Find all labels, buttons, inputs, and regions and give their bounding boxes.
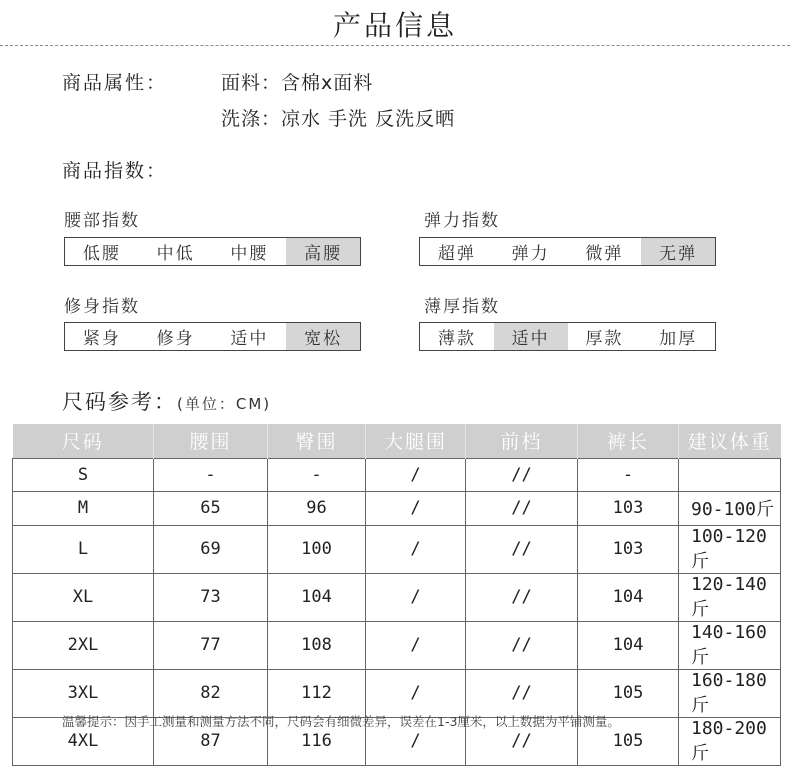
elastic-option: 微弹: [585, 244, 624, 264]
size-section-heading: [62, 386, 271, 416]
table-row: [13, 458, 781, 492]
hip-cell: 108: [268, 621, 366, 669]
front-rise-cell: //: [466, 621, 578, 669]
header-waist: 腰围: [154, 424, 268, 458]
hip-cell: 116: [268, 717, 366, 765]
size-cell: 3XL: [13, 669, 154, 717]
weight-cell: 100-120斤: [679, 525, 781, 573]
thigh-cell: /: [366, 621, 466, 669]
length-cell: 105: [578, 669, 679, 717]
thigh-cell: /: [366, 492, 466, 526]
waist-cell: 65: [154, 492, 268, 526]
waist-option: 中低: [156, 244, 195, 264]
hip-cell: 100: [268, 525, 366, 573]
size-unit: (单位：CM): [177, 395, 272, 413]
table-row: [13, 573, 781, 621]
thickness-option: 薄款: [437, 329, 476, 349]
elastic-option-selected: 无弹: [641, 238, 715, 265]
table-row: [13, 669, 781, 717]
hip-cell: -: [268, 458, 366, 492]
weight-cell: 90-100斤: [679, 492, 781, 526]
fit-option: 修身: [156, 329, 195, 349]
header-length: 裤长: [578, 424, 679, 458]
front-rise-cell: //: [466, 458, 578, 492]
front-rise-cell: //: [466, 525, 578, 573]
size-cell: 4XL: [13, 717, 154, 765]
thigh-cell: /: [366, 458, 466, 492]
table-row: [13, 492, 781, 526]
elastic-option: 弹力: [511, 244, 550, 264]
weight-cell: 140-160斤: [679, 621, 781, 669]
fit-option: 适中: [230, 329, 269, 349]
front-rise-cell: //: [466, 492, 578, 526]
waist-cell: 77: [154, 621, 268, 669]
length-cell: 103: [578, 492, 679, 526]
front-rise-cell: //: [466, 573, 578, 621]
thigh-cell: /: [366, 573, 466, 621]
header-hip: 臀围: [268, 424, 366, 458]
fit-index-scale: [64, 322, 361, 351]
waist-index-scale: [64, 237, 361, 266]
header-thigh: 大腿围: [366, 424, 466, 458]
front-rise-cell: //: [466, 669, 578, 717]
footer-note: 温馨提示：因手工测量和测量方法不同，尺码会有细微差异，误差在1-3厘米，以上数据为平铺测量。: [62, 714, 620, 729]
fit-index-title: 修身指数: [64, 297, 140, 317]
waist-option-selected: 高腰: [286, 238, 360, 265]
size-cell: 2XL: [13, 621, 154, 669]
header-front-rise: 前档: [466, 424, 578, 458]
table-row: [13, 525, 781, 573]
thickness-option: 加厚: [659, 329, 698, 349]
waist-cell: 82: [154, 669, 268, 717]
thickness-index-title: 薄厚指数: [424, 297, 500, 317]
waist-cell: -: [154, 458, 268, 492]
length-cell: 104: [578, 621, 679, 669]
weight-cell: 180-200斤: [679, 717, 781, 765]
weight-cell: 120-140斤: [679, 573, 781, 621]
fit-option: 紧身: [82, 329, 121, 349]
weight-cell: [679, 458, 781, 492]
waist-option: 低腰: [82, 244, 121, 264]
thickness-option: 厚款: [585, 329, 624, 349]
length-cell: 103: [578, 525, 679, 573]
page-title: 产品信息: [332, 9, 457, 42]
fabric-attribute: 面料：含棉x面料: [221, 72, 374, 94]
waist-cell: 87: [154, 717, 268, 765]
size-cell: S: [13, 458, 154, 492]
washing-attribute: 洗涤：凉水 手洗 反洗反晒: [221, 108, 456, 130]
size-table-header-row: [13, 424, 781, 458]
weight-cell: 160-180斤: [679, 669, 781, 717]
length-cell: 104: [578, 573, 679, 621]
length-cell: 105: [578, 717, 679, 765]
table-row: [13, 621, 781, 669]
hip-cell: 96: [268, 492, 366, 526]
header-size: 尺码: [13, 424, 154, 458]
waist-cell: 69: [154, 525, 268, 573]
waist-cell: 73: [154, 573, 268, 621]
hip-cell: 112: [268, 669, 366, 717]
elastic-index-title: 弹力指数: [424, 211, 500, 231]
thigh-cell: /: [366, 669, 466, 717]
attributes-label: 商品属性：: [62, 72, 168, 94]
hip-cell: 104: [268, 573, 366, 621]
elastic-option: 超弹: [437, 244, 476, 264]
thickness-index-scale: [419, 322, 716, 351]
thickness-option-selected: 适中: [494, 323, 568, 350]
waist-option: 中腰: [230, 244, 269, 264]
thigh-cell: /: [366, 717, 466, 765]
size-section-label: 尺码参考：: [62, 390, 177, 414]
size-cell: L: [13, 525, 154, 573]
title-divider: [0, 45, 790, 46]
size-cell: M: [13, 492, 154, 526]
header-weight: 建议体重: [679, 424, 781, 458]
index-section-label: 商品指数：: [62, 160, 168, 182]
waist-index-title: 腰部指数: [64, 211, 140, 231]
elastic-index-scale: [419, 237, 716, 266]
fit-option-selected: 宽松: [286, 323, 360, 350]
size-cell: XL: [13, 573, 154, 621]
length-cell: -: [578, 458, 679, 492]
thigh-cell: /: [366, 525, 466, 573]
front-rise-cell: //: [466, 717, 578, 765]
